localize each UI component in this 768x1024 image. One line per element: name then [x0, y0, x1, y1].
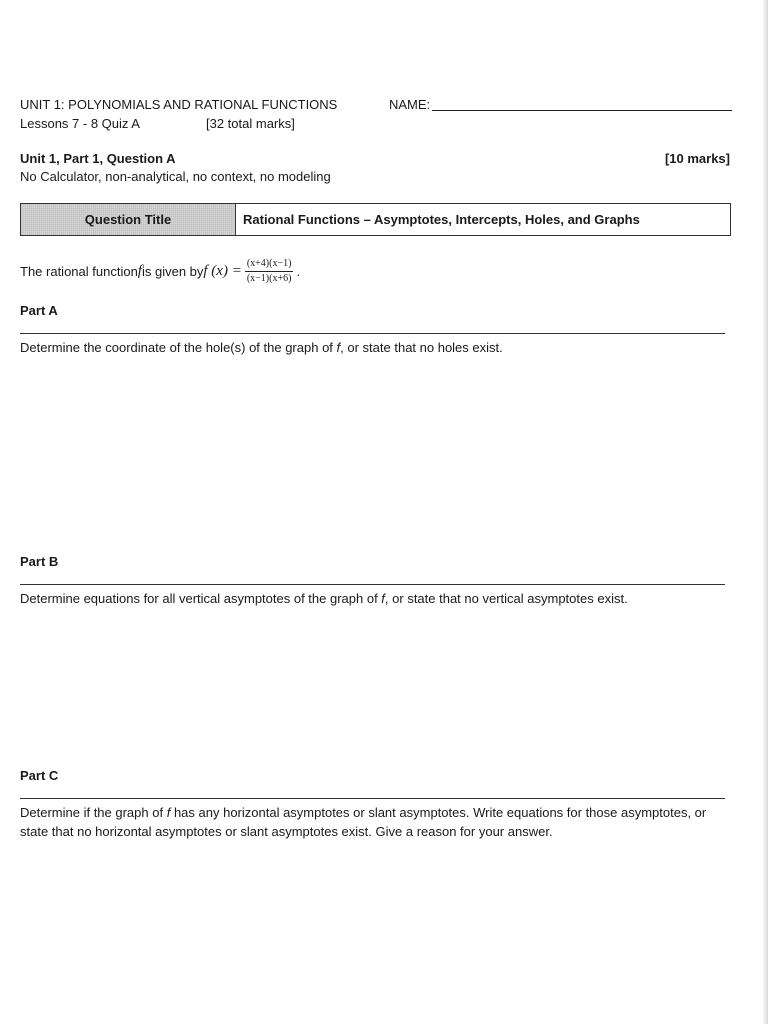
question-title-label: Question Title: [21, 204, 236, 235]
question-title-value: Rational Functions – Asymptotes, Intercepts, Holes, and Graphs: [243, 212, 640, 227]
part-b-label: Part B: [20, 554, 59, 569]
function-period: .: [296, 263, 301, 279]
part-a-f-symbol: f: [336, 340, 341, 355]
part-c-f-symbol: f: [166, 805, 171, 820]
part-c-prompt-end: has any horizontal asymptotes or slant asymptotes. Write equations for those asymptotes, or state that no horizontal asymptotes or slant asymptotes exist. Give a reason for your answer.: [20, 805, 707, 839]
name-field-line[interactable]: [432, 110, 732, 111]
name-label: NAME:: [389, 97, 431, 112]
function-lhs: f (x) =: [203, 262, 242, 279]
question-conditions: No Calculator, non-analytical, no context, no modeling: [20, 169, 331, 184]
function-denominator: (x−1)(x+6): [246, 272, 292, 284]
function-intro: The rational function: [20, 263, 138, 279]
part-c-prompt-start: Determine if the graph of: [20, 805, 167, 820]
function-numerator: (x+4)(x−1): [245, 258, 294, 272]
function-statement: [20, 256, 300, 286]
function-symbol: f: [137, 262, 142, 279]
question-marks: [10 marks]: [664, 151, 730, 166]
part-b-rule: [20, 584, 725, 585]
part-a-rule: [20, 333, 725, 334]
question-heading: Unit 1, Part 1, Question A: [20, 151, 176, 166]
part-a-prompt-end: , or state that no holes exist.: [340, 340, 503, 355]
part-a-prompt-start: Determine the coordinate of the hole(s) of the graph of: [20, 340, 337, 355]
part-c-prompt: [20, 803, 720, 841]
function-intro-tail: is given by: [141, 263, 204, 279]
part-b-f-symbol: f: [381, 591, 385, 606]
part-b-prompt-end: , or state that no vertical asymptotes exist.: [384, 591, 628, 606]
part-c-rule: [20, 798, 725, 799]
part-b-prompt-start: Determine equations for all vertical asymptotes of the graph of: [20, 591, 382, 606]
page-edge-shadow: [762, 0, 768, 1024]
part-c-label: Part C: [20, 768, 59, 783]
unit-title: UNIT 1: POLYNOMIALS AND RATIONAL FUNCTIONS: [20, 97, 338, 112]
part-b-prompt: [20, 589, 720, 608]
function-fraction: [245, 258, 294, 285]
part-a-prompt: [20, 338, 720, 357]
question-title-table: [20, 203, 731, 236]
total-marks: [32 total marks]: [206, 116, 295, 131]
quiz-label: Lessons 7 - 8 Quiz A: [20, 116, 140, 131]
part-a-label: Part A: [20, 303, 58, 318]
